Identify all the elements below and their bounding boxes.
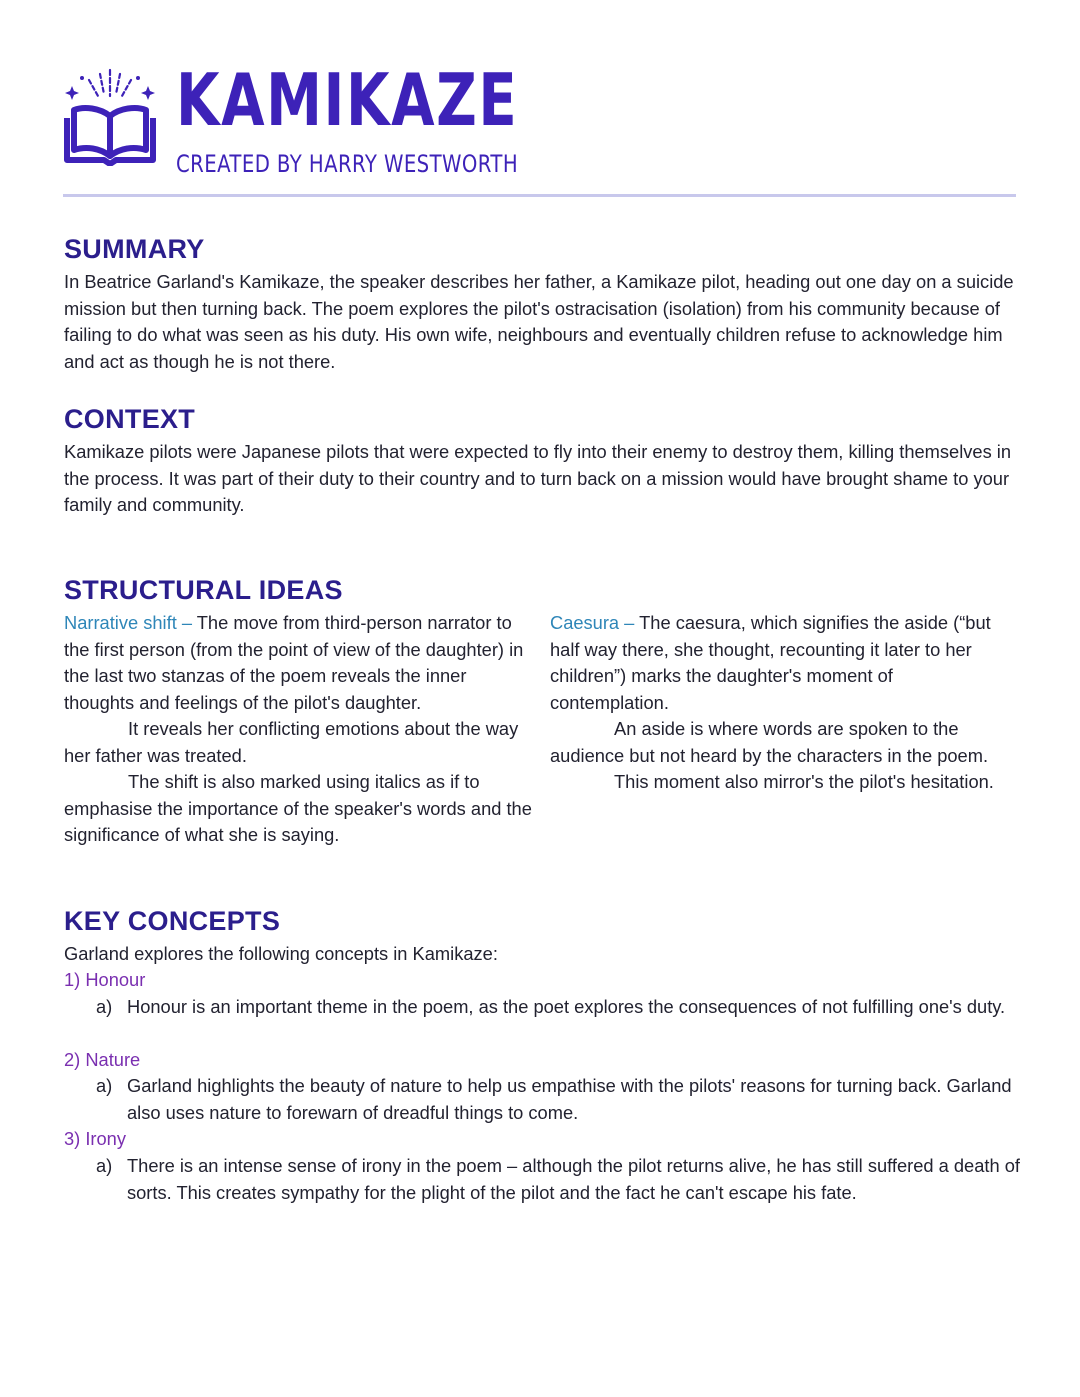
concept-item <box>64 1047 140 1074</box>
narrative-shift-p2: It reveals her conflicting emotions about the way her father was treated. <box>64 718 519 766</box>
summary-text: In Beatrice Garland's Kamikaze, the speaker describes her father, a Kamikaze pilot, heading out one day on a suicide mission but then turning back. The poem explores the pilot's ostracisation (isolation) from his community because of failing to do what was seen as his duty. His own wife, neighbours and eventually children refuse to acknowledge him and act as though he is not there. <box>64 271 1014 372</box>
concept-item <box>64 967 145 994</box>
context-heading: CONTEXT <box>64 404 196 434</box>
narrative-shift-p1: The move from third-person narrator to the first person (from the point of view of the daughter) in the last two stanzas of the poem reveals the inner thoughts and feelings of the pilot's daughter. <box>64 612 524 713</box>
concept-item <box>64 1126 126 1153</box>
concept-detail <box>96 1153 1026 1206</box>
summary-heading: SUMMARY <box>64 234 205 264</box>
caesura-p2: An aside is where words are spoken to the audience but not heard by the characters in the poem. <box>550 718 989 766</box>
concept-detail-text: Honour is an important theme in the poem, as the poet explores the consequences of not fulfilling one's duty. <box>127 996 1006 1017</box>
structural-heading: STRUCTURAL IDEAS <box>64 575 343 605</box>
concept-label: 2) Nature <box>64 1049 141 1070</box>
caesura-p1: The caesura, which signifies the aside (“but half way there, she thought, recounting it later to her children”) marks the daughter's moment of contemplation. <box>550 612 991 713</box>
caesura-p3: This moment also mirror's the pilot's hesitation. <box>614 771 994 792</box>
narrative-shift-p3: The shift is also marked using italics as if to emphasise the importance of the speaker's words and the significance of what she is saying. <box>64 771 532 845</box>
concept-label: 3) Irony <box>64 1128 126 1149</box>
key-concepts-intro: Garland explores the following concepts in Kamikaze: <box>64 943 498 964</box>
concept-detail-marker: a) <box>96 1075 113 1096</box>
concept-detail-marker: a) <box>96 1155 113 1176</box>
key-concepts-heading: KEY CONCEPTS <box>64 906 281 936</box>
author-credit: CREATED BY HARRY WESTWORTH <box>176 150 519 178</box>
concept-detail-text: There is an intense sense of irony in the poem – although the pilot returns alive, he has still suffered a death of sorts. This creates sympathy for the plight of the pilot and the fact he can't escape his fate. <box>127 1155 1020 1203</box>
concept-detail-text: Garland highlights the beauty of nature to help us empathise with the pilots' reasons for turning back. Garland also uses nature to forewarn of dreadful things to come. <box>127 1075 1012 1123</box>
concept-detail <box>96 994 1026 1021</box>
narrative-shift-term: Narrative shift – <box>64 612 197 633</box>
context-text: Kamikaze pilots were Japanese pilots that were expected to fly into their enemy to destroy them, killing themselves in the process. It was part of their duty to their country and to turn back on a mission would have brought shame to your family and community. <box>64 441 1012 515</box>
concept-detail <box>96 1073 1026 1126</box>
concept-detail-marker: a) <box>96 996 113 1017</box>
open-book-sparkle-icon <box>62 66 158 166</box>
header-divider <box>63 194 1016 197</box>
caesura-term: Caesura – <box>550 612 640 633</box>
page-title: KAMIKAZE <box>176 58 519 142</box>
caesura-column <box>550 610 1000 796</box>
narrative-shift-column <box>64 610 538 849</box>
concept-label: 1) Honour <box>64 969 146 990</box>
